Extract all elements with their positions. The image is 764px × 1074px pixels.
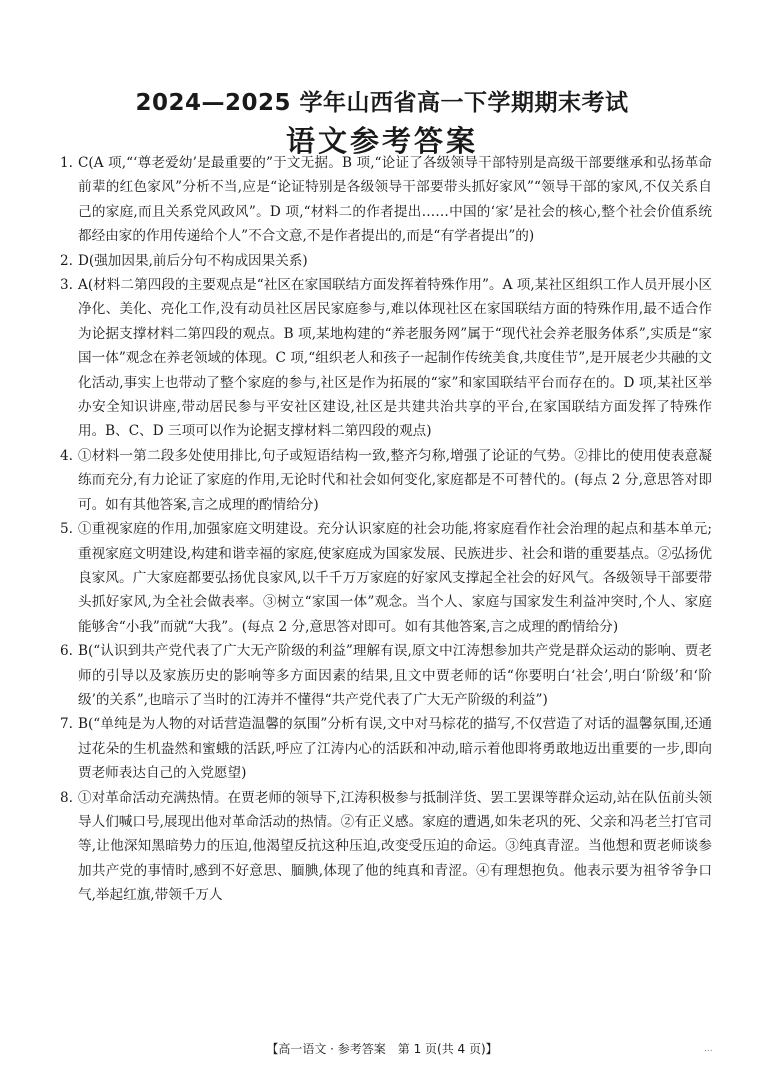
answer-number: 6. xyxy=(60,643,73,660)
answer-number: 4. xyxy=(60,447,73,464)
answer-item-6 xyxy=(60,639,712,712)
answer-text: A(材料二第四段的主要观点是“社区在家国联结方面发挥着特殊作用”。A 项,某社区组织工作人员开展小区净化、美化、亮化工作,没有动员社区居民家庭参与,难以体现社区在家国联结方面的特殊作用,最不适合作为论据支撑材料二第四段的观点。B 项,某地构建的“养老服务网”属于“现代社会养老服务体系”,实质是“家国一体”观念在养老领域的体现。C 项,“组织老人和孩子一起制作传统美食,共度佳节”,是开展老少共融的文化活动,事实上也带动了整个家庭的参与,社区是作为拓展的“家”和家国联结平台而存在的。D 项,某社区举办安全知识讲座,带动居民参与平安社区建设,社区是共建共治共享的平台,在家国联结方面发挥了特殊作用。B、C、D 三项可以作为论据支撑材料二第四段的观点) xyxy=(78,277,712,440)
answer-number: 5. xyxy=(60,521,73,538)
answer-text: ①材料一第二段多处使用排比,句子或短语结构一致,整齐匀称,增强了论证的气势。②排比的使用使表意凝练而充分,有力论证了家庭的作用,无论时代和社会如何变化,家庭都是不可替代的。(每点 2 分,意思答对即可。如有其他答案,言之成理的酌情给分) xyxy=(78,447,712,513)
answer-text: D(强加因果,前后分句不构成因果关系) xyxy=(78,252,308,269)
answer-text: B(“单纯是为人物的对话营造温馨的氛围”分析有误,文中对马棕花的描写,不仅营造了对话的温馨氛围,还通过花朵的生机盎然和蜜蛾的活跃,呼应了江涛内心的活跃和冲动,暗示着他即将勇敢地迈出重要的一步,即向贾老师表达自己的入党愿望) xyxy=(78,716,712,782)
answer-item-1 xyxy=(60,151,712,249)
answer-number: 7. xyxy=(60,716,73,733)
answers-list xyxy=(60,151,712,908)
answer-key-subtitle: 语文参考答案 xyxy=(285,124,478,158)
answer-item-5 xyxy=(60,517,712,639)
answer-text: ①对革命活动充满热情。在贾老师的领导下,江涛积极参与抵制洋货、罢工罢课等群众运动,站在队伍前头领导人们喊口号,展现出他对革命活动的热情。②有正义感。家庭的遭遇,如朱老巩的死、父亲和冯老兰打官司等,让他深知黑暗势力的压迫,他渴望反抗这种压迫,改变受压迫的命运。③纯真青涩。当他想和贾老师谈参加共产党的事情时,感到不好意思、腼腆,体现了他的纯真和青涩。④有理想抱负。他表示要为祖爷爷争口气,举起红旗,带领千万人 xyxy=(78,789,712,904)
answer-text: B(“认识到共产党代表了广大无产阶级的利益”理解有误,原文中江涛想参加共产党是群众运动的影响、贾老师的引导以及家族历史的影响等多方面因素的结果,且文中贾老师的话“你要明白‘社会’,明白‘阶级’和‘阶级’的关系”,也暗示了当时的江涛并不懂得“共产党代表了广大无产阶级的利益”) xyxy=(78,643,712,708)
answer-number: 8. xyxy=(60,789,73,806)
answer-number: 2. xyxy=(60,252,73,269)
answer-item-3 xyxy=(60,273,712,444)
answer-text: ①重视家庭的作用,加强家庭文明建设。充分认识家庭的社会功能,将家庭看作社会治理的起点和基本单元;重视家庭文明建设,构建和谐幸福的家庭,使家庭成为国家发展、民族进步、社会和谐的重要基点。②弘扬优良家风。广大家庭都要弘扬优良家风,以千千万万家庭的好家风支撑起全社会的好风气。各级领导干部要带头抓好家风,为全社会做表率。③树立“家国一体”观念。当个人、家庭与国家发生利益冲突时,个人、家庭能够舍“小我”而就“大我”。(每点 2 分,意思答对即可。如有其他答案,言之成理的酌情给分) xyxy=(78,521,712,635)
answer-text: C(A 项,“‘尊老爱幼’是最重要的”于文无据。B 项,“论证了各级领导干部特别是高级干部要继承和弘扬革命前辈的红色家风”分析不当,应是“论证特别是各级领导干部要带头抓好家风”“领导干部的家风,不仅关系自己的家庭,而且关系党风政风”。D 项,“材料二的作者提出……中国的‘家’是社会的核心,整个社会价值系统都经由家的作用传递给个人”不合文意,不是作者提出的,而是“有学者提出”的) xyxy=(78,155,712,245)
answer-item-4 xyxy=(60,444,712,517)
corner-mark: ... xyxy=(704,1044,713,1054)
answer-number: 1. xyxy=(60,155,73,171)
page-footer: 【高一语文 · 参考答案 第 1 页(共 4 页)】 xyxy=(266,1042,498,1056)
answer-item-2 xyxy=(60,249,712,273)
answer-item-7 xyxy=(60,712,712,785)
exam-title: 2024—2025 学年山西省高一下学期期末考试 xyxy=(135,90,629,116)
answer-number: 3. xyxy=(60,277,73,294)
answer-item-8 xyxy=(60,786,712,908)
